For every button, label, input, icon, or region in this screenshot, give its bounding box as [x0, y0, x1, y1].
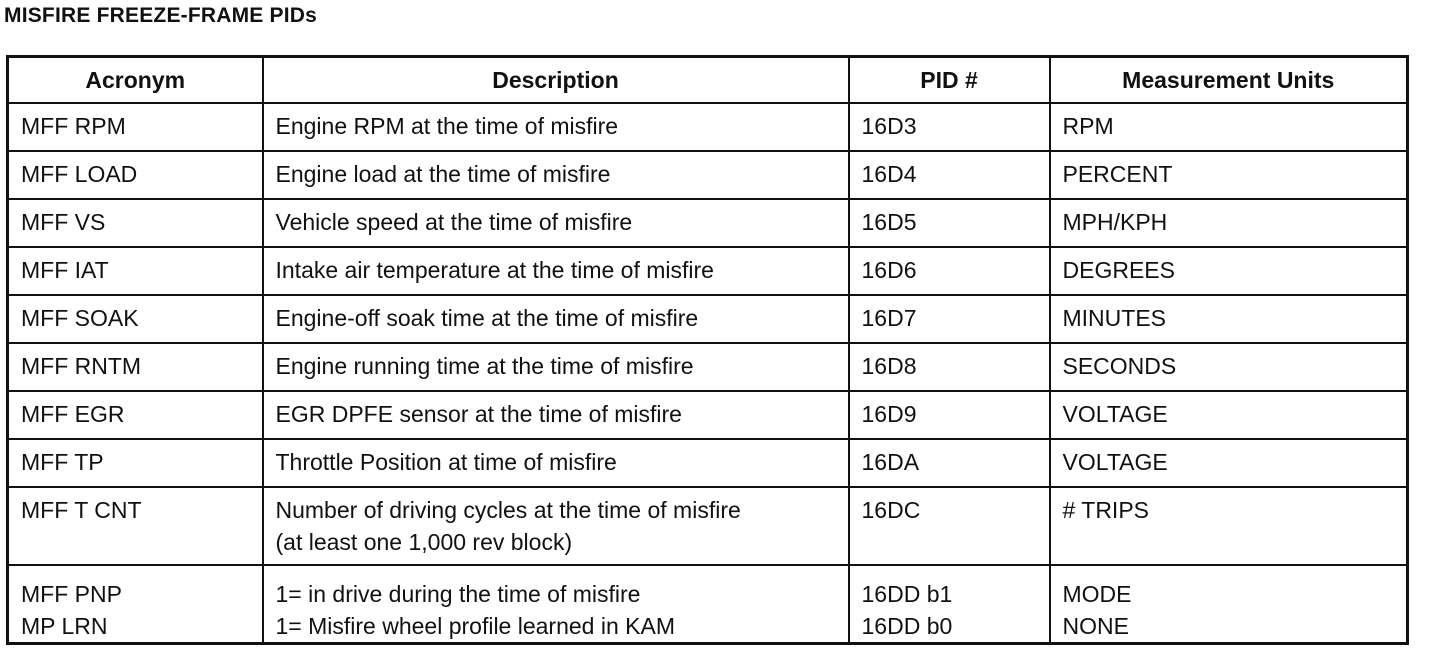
- description-cell: Vehicle speed at the time of misfire: [263, 199, 849, 247]
- acronym-cell: MFF TP: [8, 439, 263, 487]
- units-cell: VOLTAGE: [1050, 391, 1408, 439]
- acronym-cell: MFF SOAK: [8, 295, 263, 343]
- units-line: MODE: [1062, 581, 1132, 607]
- pid-cell: 16D3: [849, 103, 1050, 151]
- description-cell: Throttle Position at time of misfire: [263, 439, 849, 487]
- pid-cell: [849, 565, 1050, 644]
- units-line: NONE: [1062, 613, 1129, 639]
- units-cell: # TRIPS: [1050, 487, 1408, 565]
- description-cell: Intake air temperature at the time of misfire: [263, 247, 849, 295]
- units-cell: DEGREES: [1050, 247, 1408, 295]
- pid-cell: 16DC: [849, 487, 1050, 565]
- pid-cell: 16D7: [849, 295, 1050, 343]
- description-cell: Engine-off soak time at the time of misfire: [263, 295, 849, 343]
- description-line: Number of driving cycles at the time of misfire: [275, 497, 741, 523]
- column-header-acronym: Acronym: [8, 57, 263, 104]
- acronym-cell: MFF RNTM: [8, 343, 263, 391]
- pid-line: 16DD b0: [861, 613, 953, 639]
- description-cell: Engine RPM at the time of misfire: [263, 103, 849, 151]
- table-row: [8, 439, 1408, 487]
- table-row: [8, 199, 1408, 247]
- description-line: 1= Misfire wheel profile learned in KAM: [275, 613, 675, 639]
- description-cell: [263, 565, 849, 644]
- pid-cell: 16D4: [849, 151, 1050, 199]
- description-cell: Engine running time at the time of misfire: [263, 343, 849, 391]
- table-row: [8, 103, 1408, 151]
- acronym-cell: MFF EGR: [8, 391, 263, 439]
- description-line: (at least one 1,000 rev block): [275, 529, 573, 555]
- pid-cell: 16D9: [849, 391, 1050, 439]
- acronym-line: MFF PNP: [21, 581, 122, 607]
- description-cell: EGR DPFE sensor at the time of misfire: [263, 391, 849, 439]
- table-row: [8, 487, 1408, 565]
- units-cell: VOLTAGE: [1050, 439, 1408, 487]
- table-row: [8, 343, 1408, 391]
- acronym-cell: [8, 565, 263, 644]
- table-row: [8, 391, 1408, 439]
- acronym-cell: MFF IAT: [8, 247, 263, 295]
- pid-cell: 16D5: [849, 199, 1050, 247]
- pid-line: 16DD b1: [861, 581, 953, 607]
- column-header-units: Measurement Units: [1050, 57, 1408, 104]
- acronym-cell: MFF LOAD: [8, 151, 263, 199]
- acronym-cell: MFF VS: [8, 199, 263, 247]
- column-header-description: Description: [263, 57, 849, 104]
- units-cell: [1050, 565, 1408, 644]
- table-row: [8, 247, 1408, 295]
- pid-cell: 16DA: [849, 439, 1050, 487]
- units-cell: PERCENT: [1050, 151, 1408, 199]
- acronym-cell: MFF RPM: [8, 103, 263, 151]
- units-cell: MINUTES: [1050, 295, 1408, 343]
- units-cell: MPH/KPH: [1050, 199, 1408, 247]
- units-cell: RPM: [1050, 103, 1408, 151]
- description-cell: [263, 487, 849, 565]
- pid-cell: 16D8: [849, 343, 1050, 391]
- page-title: MISFIRE FREEZE-FRAME PIDs: [4, 4, 318, 27]
- table-row: [8, 565, 1408, 644]
- units-cell: SECONDS: [1050, 343, 1408, 391]
- pid-cell: 16D6: [849, 247, 1050, 295]
- column-header-pid: PID #: [849, 57, 1050, 104]
- description-line: 1= in drive during the time of misfire: [275, 581, 641, 607]
- acronym-line: MP LRN: [21, 613, 108, 639]
- acronym-cell: MFF T CNT: [8, 487, 263, 565]
- description-cell: Engine load at the time of misfire: [263, 151, 849, 199]
- table-row: [8, 295, 1408, 343]
- table-header-row: [8, 57, 1408, 104]
- misfire-pid-table: [6, 55, 1409, 645]
- table-row: [8, 151, 1408, 199]
